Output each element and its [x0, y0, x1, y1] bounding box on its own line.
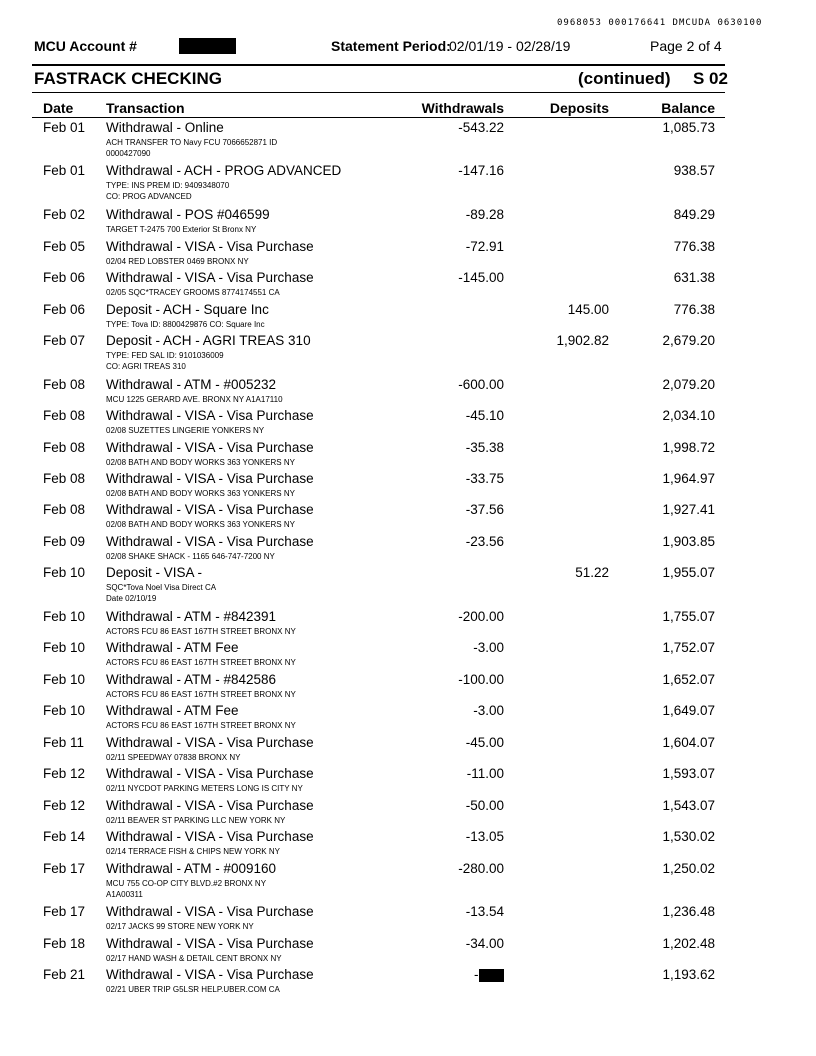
- statement-period-value: 02/01/19 - 02/28/19: [449, 38, 571, 54]
- transaction-date: Feb 10: [43, 609, 86, 624]
- balance-amount: 1,752.07: [662, 640, 715, 655]
- deposit-amount: 145.00: [567, 302, 609, 317]
- transaction-detail: 02/21 UBER TRIP G5LSR HELP.UBER.COM CA: [106, 985, 280, 994]
- transaction-date: Feb 08: [43, 408, 86, 423]
- transaction-description: Withdrawal - ATM Fee: [106, 640, 239, 655]
- withdrawal-amount: -23.56: [465, 534, 504, 549]
- balance-amount: 1,202.48: [662, 936, 715, 951]
- transaction-description: Withdrawal - VISA - Visa Purchase: [106, 471, 314, 486]
- page-number: Page 2 of 4: [650, 38, 722, 54]
- transaction-detail: TYPE: Tova ID: 8800429876 CO: Square Inc: [106, 320, 265, 329]
- transaction-description: Withdrawal - ACH - PROG ADVANCED: [106, 163, 342, 178]
- redacted-account-number: [179, 38, 236, 54]
- transaction-detail: MCU 1225 GERARD AVE. BRONX NY A1A17110: [106, 395, 283, 404]
- balance-amount: 1,250.02: [662, 861, 715, 876]
- column-header-date: Date: [43, 100, 74, 116]
- transaction-detail: MCU 755 CO-OP CITY BLVD.#2 BRONX NY: [106, 879, 267, 888]
- ocr-scan-line: 0968053 000176641 DMCUDA 0630100: [557, 18, 763, 28]
- balance-amount: 849.29: [673, 207, 715, 222]
- transaction-date: Feb 05: [43, 239, 86, 254]
- transaction-date: Feb 14: [43, 829, 86, 844]
- section-continued: (continued): [578, 69, 671, 88]
- balance-amount: 1,649.07: [662, 703, 715, 718]
- transaction-detail: 02/14 TERRACE FISH & CHIPS NEW YORK NY: [106, 847, 280, 856]
- deposit-amount: 51.22: [575, 565, 609, 580]
- transaction-date: Feb 10: [43, 672, 86, 687]
- transaction-date: Feb 02: [43, 207, 86, 222]
- transaction-description: Withdrawal - VISA - Visa Purchase: [106, 798, 314, 813]
- transaction-description: Withdrawal - VISA - Visa Purchase: [106, 534, 314, 549]
- withdrawal-amount: -45.10: [465, 408, 504, 423]
- withdrawal-amount: -37.56: [465, 502, 504, 517]
- withdrawal-amount: -35.38: [465, 440, 504, 455]
- transaction-detail: ACTORS FCU 86 EAST 167TH STREET BRONX NY: [106, 690, 296, 699]
- transaction-date: Feb 09: [43, 534, 86, 549]
- balance-amount: 1,755.07: [662, 609, 715, 624]
- balance-amount: 1,193.62: [662, 967, 715, 982]
- transaction-detail: 02/05 SQC*TRACEY GROOMS 8774174551 CA: [106, 288, 280, 297]
- withdrawal-amount: -34.00: [465, 936, 504, 951]
- balance-amount: 1,236.48: [662, 904, 715, 919]
- withdrawal-amount: -3.00: [473, 640, 504, 655]
- balance-amount: 776.38: [673, 239, 715, 254]
- withdrawal-amount: -: [474, 967, 479, 982]
- column-header-balance: Balance: [661, 100, 715, 116]
- transaction-date: Feb 12: [43, 798, 86, 813]
- transaction-detail: TARGET T-2475 700 Exterior St Bronx NY: [106, 225, 257, 234]
- statement-period-label: Statement Period:: [331, 38, 451, 54]
- withdrawal-amount: -13.54: [465, 904, 504, 919]
- transaction-date: Feb 12: [43, 766, 86, 781]
- transaction-description: Withdrawal - VISA - Visa Purchase: [106, 239, 314, 254]
- withdrawal-amount: -45.00: [465, 735, 504, 750]
- transaction-detail: SQC*Tova Noel Visa Direct CA: [106, 583, 217, 592]
- transaction-date: Feb 10: [43, 565, 86, 580]
- withdrawal-amount: -33.75: [465, 471, 504, 486]
- transaction-detail: A1A00311: [106, 890, 143, 899]
- balance-amount: 1,652.07: [662, 672, 715, 687]
- transaction-detail: 02/08 BATH AND BODY WORKS 363 YONKERS NY: [106, 458, 295, 467]
- withdrawal-amount: -147.16: [458, 163, 504, 178]
- transaction-date: Feb 08: [43, 377, 86, 392]
- transaction-detail: TYPE: INS PREM ID: 9409348070: [106, 181, 230, 190]
- transaction-detail: 02/08 SUZETTES LINGERIE YONKERS NY: [106, 426, 265, 435]
- header-divider: [32, 64, 725, 66]
- transaction-detail: 02/17 JACKS 99 STORE NEW YORK NY: [106, 922, 254, 931]
- transaction-detail: 02/04 RED LOBSTER 0469 BRONX NY: [106, 257, 249, 266]
- transaction-description: Withdrawal - VISA - Visa Purchase: [106, 502, 314, 517]
- balance-amount: 2,679.20: [662, 333, 715, 348]
- transaction-description: Withdrawal - VISA - Visa Purchase: [106, 829, 314, 844]
- transaction-description: Withdrawal - VISA - Visa Purchase: [106, 735, 314, 750]
- transaction-date: Feb 17: [43, 904, 86, 919]
- transaction-description: Deposit - ACH - Square Inc: [106, 302, 269, 317]
- transaction-description: Withdrawal - POS #046599: [106, 207, 270, 222]
- transaction-detail: 02/08 BATH AND BODY WORKS 363 YONKERS NY: [106, 520, 295, 529]
- transaction-detail: 02/11 SPEEDWAY 07838 BRONX NY: [106, 753, 241, 762]
- balance-amount: 1,998.72: [662, 440, 715, 455]
- section-divider: [32, 92, 725, 93]
- withdrawal-amount: -543.22: [458, 120, 504, 135]
- transaction-date: Feb 06: [43, 302, 86, 317]
- withdrawal-amount: -89.28: [465, 207, 504, 222]
- withdrawal-amount: -200.00: [458, 609, 504, 624]
- transaction-date: Feb 06: [43, 270, 86, 285]
- transaction-detail: 02/08 BATH AND BODY WORKS 363 YONKERS NY: [106, 489, 295, 498]
- withdrawal-amount: -11.00: [466, 766, 504, 781]
- transaction-description: Withdrawal - VISA - Visa Purchase: [106, 408, 314, 423]
- transaction-description: Withdrawal - ATM - #842586: [106, 672, 277, 687]
- transaction-date: Feb 17: [43, 861, 86, 876]
- withdrawal-amount: -145.00: [458, 270, 504, 285]
- transaction-date: Feb 08: [43, 440, 86, 455]
- transaction-date: Feb 10: [43, 703, 86, 718]
- section-code: S 02: [693, 69, 728, 88]
- transaction-detail: TYPE: FED SAL ID: 9101036009: [106, 351, 224, 360]
- transaction-detail: 02/11 NYCDOT PARKING METERS LONG IS CITY NY: [106, 784, 303, 793]
- balance-amount: 1,927.41: [662, 502, 715, 517]
- transaction-detail: ACTORS FCU 86 EAST 167TH STREET BRONX NY: [106, 627, 296, 636]
- transaction-detail: CO: AGRI TREAS 310: [106, 362, 186, 371]
- transaction-detail: ACTORS FCU 86 EAST 167TH STREET BRONX NY: [106, 658, 296, 667]
- transaction-description: Withdrawal - ATM Fee: [106, 703, 239, 718]
- transaction-date: Feb 10: [43, 640, 86, 655]
- transaction-description: Withdrawal - Online: [106, 120, 224, 135]
- transaction-description: Withdrawal - ATM - #842391: [106, 609, 277, 624]
- balance-amount: 1,530.02: [662, 829, 715, 844]
- transaction-detail: Date 02/10/19: [106, 594, 157, 603]
- transaction-date: Feb 21: [43, 967, 86, 982]
- balance-amount: 1,955.07: [662, 565, 715, 580]
- transaction-date: Feb 07: [43, 333, 86, 348]
- transaction-detail: CO: PROG ADVANCED: [106, 192, 192, 201]
- balance-amount: 2,034.10: [662, 408, 715, 423]
- balance-amount: 776.38: [673, 302, 715, 317]
- column-header-withdrawals: Withdrawals: [421, 100, 504, 116]
- transaction-detail: ACH TRANSFER TO Navy FCU 7066652871 ID: [106, 138, 278, 147]
- balance-amount: 631.38: [673, 270, 715, 285]
- balance-amount: 2,079.20: [662, 377, 715, 392]
- withdrawal-amount: -100.00: [458, 672, 504, 687]
- transaction-detail: 02/08 SHAKE SHACK - 1165 646-747-7200 NY: [106, 552, 275, 561]
- transaction-detail: 02/11 BEAVER ST PARKING LLC NEW YORK NY: [106, 816, 286, 825]
- transaction-date: Feb 01: [43, 163, 86, 178]
- transaction-detail: ACTORS FCU 86 EAST 167TH STREET BRONX NY: [106, 721, 296, 730]
- transaction-date: Feb 01: [43, 120, 86, 135]
- transaction-date: Feb 18: [43, 936, 86, 951]
- withdrawal-amount: -72.91: [465, 239, 504, 254]
- withdrawal-amount: -50.00: [465, 798, 504, 813]
- balance-amount: 1,903.85: [662, 534, 715, 549]
- column-header-divider: [32, 117, 725, 118]
- balance-amount: 1,604.07: [662, 735, 715, 750]
- transaction-detail: 0000427090: [106, 149, 151, 158]
- transaction-description: Deposit - ACH - AGRI TREAS 310: [106, 333, 311, 348]
- withdrawal-amount: -280.00: [458, 861, 504, 876]
- transaction-description: Deposit - VISA -: [106, 565, 203, 580]
- deposit-amount: 1,902.82: [556, 333, 609, 348]
- transaction-description: Withdrawal - VISA - Visa Purchase: [106, 967, 314, 982]
- balance-amount: 1,543.07: [662, 798, 715, 813]
- transaction-description: Withdrawal - VISA - Visa Purchase: [106, 936, 314, 951]
- column-header-transaction: Transaction: [106, 100, 185, 116]
- balance-amount: 1,593.07: [662, 766, 715, 781]
- transaction-description: Withdrawal - VISA - Visa Purchase: [106, 904, 314, 919]
- transaction-description: Withdrawal - VISA - Visa Purchase: [106, 270, 314, 285]
- withdrawal-amount: -3.00: [473, 703, 504, 718]
- transaction-date: Feb 08: [43, 471, 86, 486]
- transaction-description: Withdrawal - ATM - #005232: [106, 377, 277, 392]
- transaction-description: Withdrawal - VISA - Visa Purchase: [106, 440, 314, 455]
- column-header-deposits: Deposits: [549, 100, 609, 116]
- withdrawal-amount: -13.05: [465, 829, 504, 844]
- section-title: FASTRACK CHECKING: [34, 69, 222, 88]
- transaction-detail: 02/17 HAND WASH & DETAIL CENT BRONX NY: [106, 954, 282, 963]
- transaction-date: Feb 11: [43, 735, 85, 750]
- transaction-description: Withdrawal - VISA - Visa Purchase: [106, 766, 314, 781]
- balance-amount: 1,964.97: [662, 471, 715, 486]
- redacted-amount: [479, 969, 504, 982]
- transaction-date: Feb 08: [43, 502, 86, 517]
- account-label: MCU Account #: [34, 38, 137, 54]
- withdrawal-amount: -600.00: [458, 377, 504, 392]
- balance-amount: 1,085.73: [662, 120, 715, 135]
- balance-amount: 938.57: [673, 163, 715, 178]
- transaction-description: Withdrawal - ATM - #009160: [106, 861, 277, 876]
